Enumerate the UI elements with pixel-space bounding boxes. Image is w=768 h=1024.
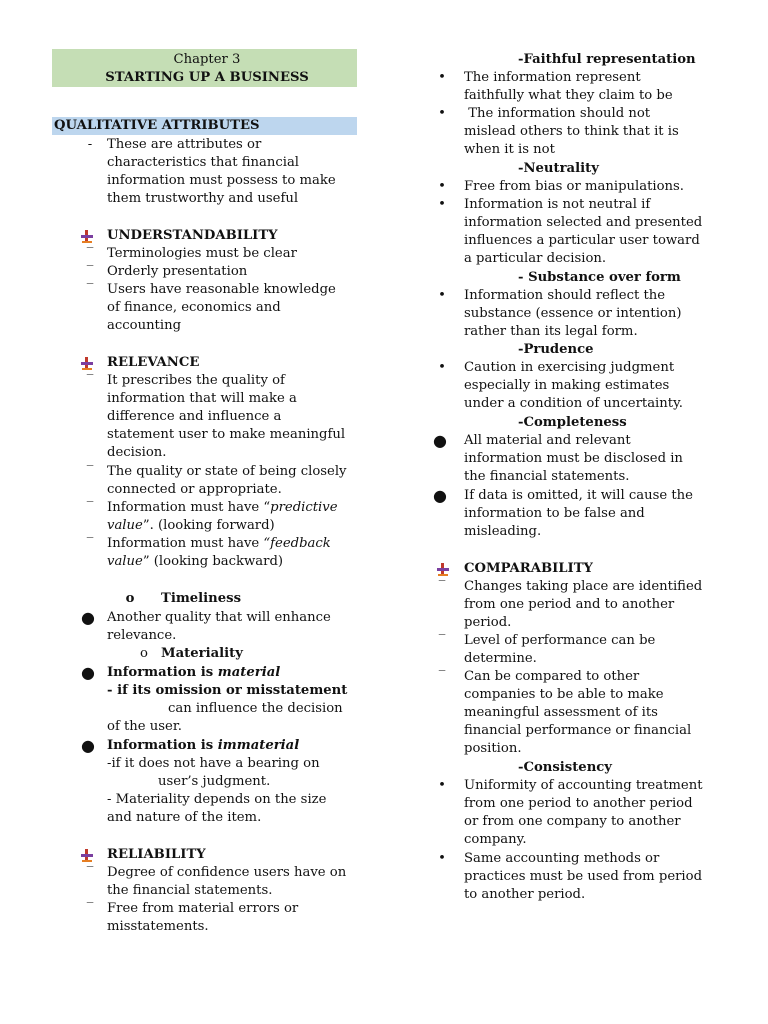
big-bullet-marker: ● xyxy=(81,736,95,755)
comparability-item: companies to be able to make xyxy=(464,687,664,702)
completeness-heading: -Completeness xyxy=(518,415,627,430)
comparability-item: Changes taking place are identified xyxy=(464,579,703,594)
faithful-item: when it is not xyxy=(464,142,555,157)
bar-marker: ‾ xyxy=(438,579,446,594)
bullet-marker: • xyxy=(438,360,446,375)
consistency-item: company. xyxy=(464,832,527,847)
relevance-item: statement user to make meaningful xyxy=(107,427,346,442)
relevance-item: connected or appropriate. xyxy=(107,482,282,497)
materiality-size-note: - Materiality depends on the size xyxy=(107,792,327,807)
bullet-marker: • xyxy=(438,197,446,212)
faithful-item: The information represent xyxy=(464,70,641,85)
substance-item: rather than its legal form. xyxy=(464,324,638,339)
flag-bullet-icon xyxy=(81,357,93,370)
completeness-item: All material and relevant xyxy=(464,433,631,448)
relevance-item: decision. xyxy=(107,445,167,460)
bar-marker: ‾ xyxy=(86,500,94,515)
consistency-item: or from one company to another xyxy=(464,814,681,829)
flag-bullet-icon xyxy=(81,230,93,243)
bar-marker: ‾ xyxy=(86,246,94,261)
bar-marker: ‾ xyxy=(86,464,94,479)
timeliness-text: Another quality that will enhance xyxy=(107,610,331,625)
faithful-item: The information should not xyxy=(464,106,651,121)
flag-bullet-icon xyxy=(81,849,93,862)
timeliness-heading: Timeliness xyxy=(161,591,242,606)
relevance-item: It prescribes the quality of xyxy=(107,373,285,388)
material-explanation: of the user. xyxy=(107,719,182,734)
faithful-item: faithfully what they claim to be xyxy=(464,88,673,103)
bullet-marker: • xyxy=(438,288,446,303)
qa-definition-line: information must possess to make xyxy=(107,173,336,188)
chapter-number: Chapter 3 xyxy=(173,52,241,67)
bar-marker: ‾ xyxy=(86,282,94,297)
relevance-item-feedback-cont: value” (looking backward) xyxy=(107,554,284,569)
timeliness-text: relevance. xyxy=(107,628,177,643)
consistency-item: to another period. xyxy=(464,887,586,902)
bar-marker: ‾ xyxy=(438,669,446,684)
bullet-marker: • xyxy=(438,179,446,194)
completeness-item: If data is omitted, it will cause the xyxy=(464,488,693,503)
relevance-item-predictive: Information must have “predictive xyxy=(107,500,338,515)
reliability-item: misstatements. xyxy=(107,919,209,934)
bar-marker: ‾ xyxy=(438,633,446,648)
materiality-heading: Materiality xyxy=(161,646,243,661)
understandability-item: Terminologies must be clear xyxy=(107,246,297,261)
qa-definition-line: characteristics that financial xyxy=(107,155,300,170)
chapter-title: STARTING UP A BUSINESS xyxy=(105,70,309,85)
material-explanation: - if its omission or misstatement xyxy=(107,683,348,698)
bar-marker: ‾ xyxy=(86,264,94,279)
prudence-item: Caution in exercising judgment xyxy=(464,360,675,375)
bar-marker: ‾ xyxy=(86,901,94,916)
neutrality-item: Information is not neutral if xyxy=(464,197,651,212)
completeness-item: the financial statements. xyxy=(464,469,630,484)
consistency-item: Uniformity of accounting treatment xyxy=(464,778,703,793)
qa-definition-line: These are attributes or xyxy=(107,137,262,152)
relevance-item: difference and influence a xyxy=(107,409,282,424)
material-explanation: can influence the decision xyxy=(168,701,343,716)
material-line: Information is material xyxy=(107,665,281,680)
understandability-item: of finance, economics and xyxy=(107,300,281,315)
consistency-item: Same accounting methods or xyxy=(464,851,660,866)
comparability-item: Can be compared to other xyxy=(464,669,640,684)
immaterial-explanation: -if it does not have a bearing on xyxy=(107,756,320,771)
neutrality-item: influences a particular user toward xyxy=(464,233,700,248)
materiality-size-note: and nature of the item. xyxy=(107,810,262,825)
prudence-heading: -Prudence xyxy=(518,342,594,357)
flag-bullet-icon xyxy=(437,563,449,576)
neutrality-item: a particular decision. xyxy=(464,251,607,266)
big-bullet-marker: ● xyxy=(433,431,447,450)
dash-marker: - xyxy=(87,137,93,152)
completeness-item: misleading. xyxy=(464,524,542,539)
comparability-item: position. xyxy=(464,741,522,756)
comparability-item: financial performance or financial xyxy=(464,723,692,738)
reliability-heading: RELIABILITY xyxy=(107,847,206,862)
comparability-item: determine. xyxy=(464,651,537,666)
immaterial-explanation: user’s judgment. xyxy=(158,774,271,789)
relevance-heading: RELEVANCE xyxy=(107,355,200,370)
substance-item: Information should reflect the xyxy=(464,288,666,303)
consistency-item: from one period to another period xyxy=(464,796,693,811)
faithful-representation-heading: -Faithful representation xyxy=(518,52,696,67)
bar-marker: ‾ xyxy=(86,373,94,388)
qa-definition-line: them trustworthy and useful xyxy=(107,191,299,206)
comparability-item: period. xyxy=(464,615,512,630)
circle-marker: o xyxy=(125,591,135,606)
substance-item: substance (essence or intention) xyxy=(464,306,682,321)
big-bullet-marker: ● xyxy=(81,608,95,627)
faithful-item: mislead others to think that it is xyxy=(464,124,679,139)
prudence-item: especially in making estimates xyxy=(464,378,670,393)
bar-marker: ‾ xyxy=(86,536,94,551)
consistency-heading: -Consistency xyxy=(518,760,612,775)
neutrality-item: Free from bias or manipulations. xyxy=(464,179,684,194)
comparability-item: from one period and to another xyxy=(464,597,675,612)
reliability-item: the financial statements. xyxy=(107,883,273,898)
comparability-heading: COMPARABILITY xyxy=(464,561,593,576)
consistency-item: practices must be used from period xyxy=(464,869,703,884)
understandability-heading: UNDERSTANDABILITY xyxy=(107,228,278,243)
relevance-item: The quality or state of being closely xyxy=(107,464,347,479)
understandability-item: Orderly presentation xyxy=(107,264,248,279)
bullet-marker: • xyxy=(438,778,446,793)
bullet-marker: • xyxy=(438,70,446,85)
big-bullet-marker: ● xyxy=(81,663,95,682)
neutrality-item: information selected and presented xyxy=(464,215,703,230)
relevance-item-feedback: Information must have “feedback xyxy=(107,536,331,551)
reliability-item: Free from material errors or xyxy=(107,901,299,916)
bullet-marker: • xyxy=(438,106,446,121)
relevance-item-predictive-cont: value”. (looking forward) xyxy=(107,518,275,533)
prudence-item: under a condition of uncertainty. xyxy=(464,396,683,411)
circle-marker: o xyxy=(140,646,148,661)
bar-marker: ‾ xyxy=(86,865,94,880)
understandability-item: Users have reasonable knowledge xyxy=(107,282,336,297)
relevance-item: information that will make a xyxy=(107,391,297,406)
neutrality-heading: -Neutrality xyxy=(518,161,599,176)
big-bullet-marker: ● xyxy=(433,486,447,505)
completeness-item: information to be false and xyxy=(464,506,645,521)
qualitative-attributes-heading: QUALITATIVE ATTRIBUTES xyxy=(54,118,260,133)
bullet-marker: • xyxy=(438,851,446,866)
comparability-item: Level of performance can be xyxy=(464,633,656,648)
comparability-item: meaningful assessment of its xyxy=(464,705,658,720)
completeness-item: information must be disclosed in xyxy=(464,451,683,466)
reliability-item: Degree of confidence users have on xyxy=(107,865,347,880)
immaterial-line: Information is immaterial xyxy=(107,738,300,753)
understandability-item: accounting xyxy=(107,318,182,333)
substance-over-form-heading: - Substance over form xyxy=(518,270,681,285)
